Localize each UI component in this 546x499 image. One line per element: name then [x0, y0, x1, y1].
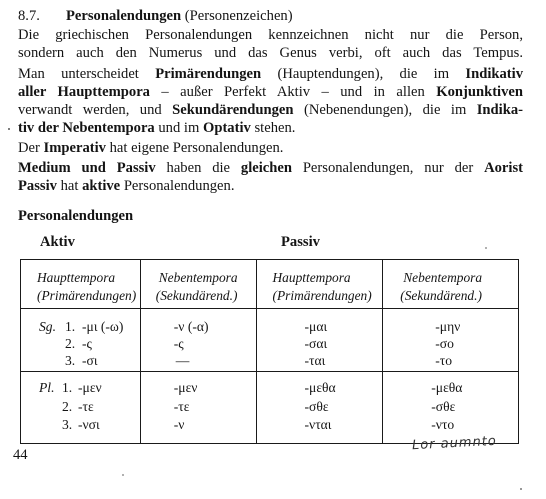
- scan-speck: [122, 474, 124, 476]
- ending: -ς: [82, 336, 92, 351]
- person-3: 3.: [62, 417, 73, 432]
- header-sublabel: (Sekundärend.): [400, 288, 482, 303]
- ending: -μεν: [78, 380, 102, 395]
- ending: -σο: [435, 336, 454, 351]
- plural-aktiv-neben: [140, 372, 256, 444]
- person-1: 1.: [62, 380, 73, 395]
- paragraph-2-line-1: [18, 66, 523, 83]
- plural-passiv-haupt: [256, 372, 383, 444]
- ending: -μεθα: [431, 380, 463, 395]
- text-run: und im: [154, 120, 203, 136]
- ending: -τε: [78, 399, 94, 414]
- plural-aktiv-haupt: [21, 372, 141, 444]
- ending: -νσι: [78, 417, 100, 432]
- paragraph-2-line-4: [18, 120, 523, 137]
- term-sekundaerendungen: Sekundärendungen: [172, 102, 294, 118]
- ending: -ς: [173, 336, 184, 351]
- ending: -μι (-ω): [82, 319, 124, 334]
- section-heading: [18, 8, 523, 25]
- term-imperativ: Imperativ: [43, 140, 106, 156]
- ending: -σθε: [304, 399, 329, 414]
- singular-row: [21, 309, 519, 372]
- ending: -το: [435, 353, 453, 368]
- text-run: Der: [18, 140, 44, 156]
- ending: -ν: [173, 417, 185, 432]
- text-run: – außer Perfekt Aktiv – und in allen: [149, 84, 437, 100]
- term-primaerendungen: Primärendungen: [155, 66, 262, 82]
- header-sublabel: (Primärendungen): [272, 288, 372, 303]
- person-3: 3.: [65, 353, 76, 368]
- term-haupttempora: aller Haupttempora: [18, 84, 150, 100]
- term-nebentempora: tiv der Nebentempora: [18, 120, 155, 136]
- ending: -σαι: [304, 336, 328, 351]
- ending: -μαι: [304, 319, 328, 334]
- text-run: verwandt werden, und: [18, 102, 173, 118]
- term-aorist: Aorist: [484, 160, 524, 176]
- header-aktiv-neben: [140, 260, 256, 309]
- scan-speck: [485, 247, 487, 249]
- ending-empty-dash: —: [175, 353, 190, 368]
- scan-speck: [520, 488, 522, 490]
- text-run: hat: [56, 178, 83, 194]
- paragraph-2-line-2: [18, 84, 523, 101]
- header-sublabel: (Sekundärend.): [155, 288, 238, 303]
- paragraph-2-line-3: [18, 102, 523, 119]
- header-sublabel: (Primärendungen): [37, 288, 137, 303]
- term-gleichen: gleichen: [240, 160, 292, 176]
- section-number: 8.7.: [18, 8, 40, 24]
- text-run: (Hauptendungen), die im: [261, 66, 466, 82]
- singular-aktiv-neben: [140, 309, 256, 372]
- text-run: hat eigene Personalendungen.: [105, 140, 284, 156]
- header-passiv-haupt: [256, 260, 383, 309]
- paragraph-1-line-2: sondern auch den Numerus und das Genus verbi, oft auch das Tempus.: [18, 45, 523, 61]
- term-indikativ: Indikativ: [465, 66, 523, 82]
- plural-row: [21, 372, 519, 444]
- header-passiv-neben: [383, 260, 519, 309]
- text-run: Man unterscheidet: [18, 66, 156, 82]
- text-run: Personalendungen, nur der: [291, 160, 485, 176]
- person-2: 2.: [62, 399, 73, 414]
- section-title-paren: (Personenzeichen): [181, 8, 293, 24]
- section-title: Personalendungen: [66, 8, 182, 24]
- plural-passiv-neben: [383, 372, 519, 444]
- header-label: Haupttempora: [37, 270, 116, 285]
- header-label: Nebentempora: [158, 270, 238, 285]
- header-row: [21, 260, 519, 309]
- ending: -σι: [82, 353, 98, 368]
- paragraph-4-line-1: [18, 160, 523, 177]
- term-passiv: Passiv: [18, 178, 57, 194]
- ending: -μην: [435, 319, 461, 334]
- singular-passiv-haupt: [256, 309, 383, 372]
- person-2: 2.: [65, 336, 76, 351]
- paragraph-1-line-1: Die griechischen Personalendungen kennzeichnen nicht nur die Person,: [18, 27, 523, 43]
- paragraph-3: [18, 140, 523, 157]
- paragraph-4-line-2: [18, 178, 523, 195]
- handwritten-note: Lor aumnto: [411, 433, 498, 454]
- endings-table: [20, 259, 519, 444]
- ending: -τε: [173, 399, 190, 414]
- header-label: Nebentempora: [403, 270, 483, 285]
- singular-passiv-neben: [383, 309, 519, 372]
- singular-aktiv-haupt: [21, 309, 141, 372]
- page-number: 44: [13, 447, 28, 463]
- text-run: Personalendungen.: [120, 178, 235, 194]
- term-aktive: aktive: [82, 178, 121, 194]
- voice-label-passiv: Passiv: [281, 234, 320, 250]
- term-konjunktiven: Konjunktiven: [436, 84, 523, 100]
- term-medium-passiv: Medium und Passiv: [18, 160, 156, 176]
- person-1: 1.: [65, 319, 76, 334]
- scan-speck: [8, 128, 10, 130]
- number-label-singular: Sg.: [39, 319, 56, 334]
- voice-label-aktiv: Aktiv: [40, 234, 75, 250]
- ending: -μεν: [173, 380, 198, 395]
- text-run: (Nebenendungen), die im: [293, 102, 477, 118]
- ending: -ν (-α): [173, 319, 209, 334]
- header-label: Haupttempora: [272, 270, 351, 285]
- term-indikativ-2: Indika-: [476, 102, 523, 118]
- text-run: stehen.: [250, 120, 296, 136]
- number-label-plural: Pl.: [39, 380, 55, 395]
- ending: -ντο: [431, 417, 455, 432]
- ending: -μεθα: [304, 380, 336, 395]
- header-aktiv-haupt: [21, 260, 141, 309]
- ending: -ται: [304, 353, 326, 368]
- ending: -σθε: [431, 399, 456, 414]
- table-title: Personalendungen: [18, 208, 134, 224]
- text-run: haben die: [155, 160, 241, 176]
- ending: -νται: [304, 417, 332, 432]
- term-optativ: Optativ: [202, 120, 251, 136]
